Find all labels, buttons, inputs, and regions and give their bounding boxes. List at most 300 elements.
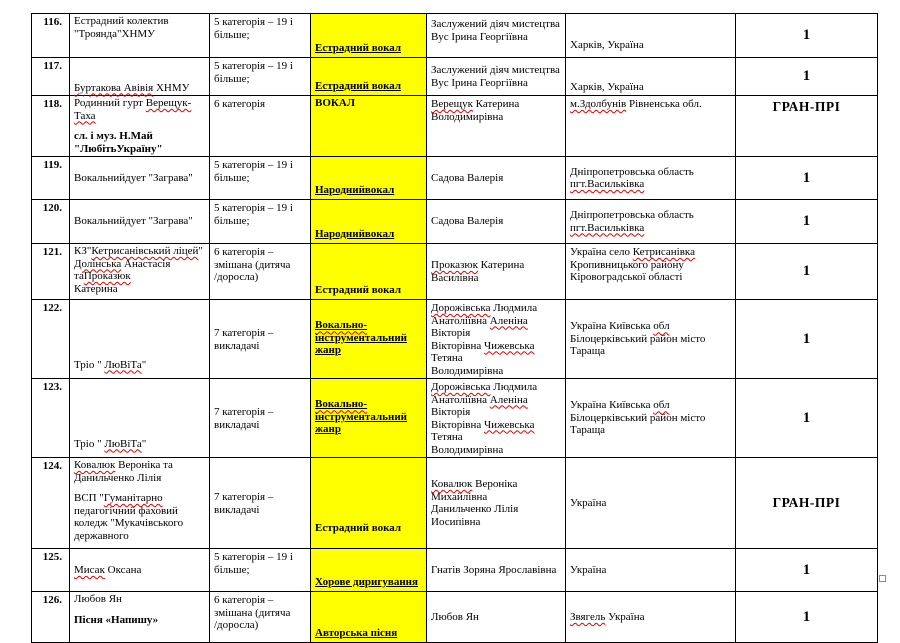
text-segment: Садова Валерія <box>431 171 504 184</box>
text-segment: Рівненська обл. <box>626 98 702 110</box>
cell-award: 1 <box>736 244 878 300</box>
cell-award: ГРАН-ПРІ <box>736 458 878 549</box>
text-segment: Данильченко Лілія Иосипівна <box>431 503 522 528</box>
text-segment: 6 категорія <box>214 98 266 110</box>
text-line <box>570 399 731 412</box>
text-line <box>214 594 306 607</box>
spellcheck-word: Чижевська <box>484 339 535 352</box>
cell-participant <box>70 200 210 244</box>
text-segment: Хорове диригування <box>315 575 418 588</box>
cell-category <box>210 157 311 200</box>
text-line <box>315 42 422 55</box>
text-line <box>315 411 422 424</box>
text-segment: 6 категорія – <box>214 246 274 258</box>
text-segment: Любов Ян <box>74 593 122 605</box>
cell-category <box>210 458 311 549</box>
cell-award: 1 <box>736 300 878 379</box>
spellcheck-word: пгт.Васильківка <box>570 178 645 190</box>
text-segment: Вікторія <box>431 393 531 418</box>
cell-number: 124. <box>32 458 70 549</box>
cell-participant <box>70 379 210 458</box>
text-segment: Білоцерківський район місто <box>570 332 706 345</box>
results-table <box>31 13 878 643</box>
spellcheck-word: ЛюВіТа <box>104 437 142 450</box>
text-segment: Народнийвокал <box>315 227 395 240</box>
cell-number: 116. <box>32 14 70 58</box>
text-segment: Дніпропетровська область <box>570 209 694 221</box>
cell-genre <box>311 458 427 549</box>
text-line <box>431 302 561 315</box>
text-segment <box>431 478 472 490</box>
text-segment <box>74 82 153 94</box>
text-line <box>570 166 731 179</box>
cell-number: 118. <box>32 96 70 157</box>
text-line <box>431 365 561 378</box>
text-segment: Оксана <box>104 563 142 576</box>
text-segment: Кіровоградської області <box>570 271 683 283</box>
table-row <box>32 244 878 300</box>
text-line <box>570 412 731 425</box>
cell-participant <box>70 157 210 200</box>
cell-genre <box>311 14 427 58</box>
text-segment: Данильченко Лілія <box>74 471 162 484</box>
text-segment: Володимирівна <box>431 110 504 123</box>
spellcheck-word: Ковалюк <box>74 459 116 471</box>
text-line <box>74 122 205 130</box>
text-segment: Харків, Україна <box>570 80 644 93</box>
spellcheck-word: Буртакова Авівія <box>74 81 154 94</box>
text-segment: ВОКАЛ <box>315 97 356 109</box>
text-segment: державного <box>74 529 129 542</box>
text-line <box>214 29 306 42</box>
text-segment: Україна Київська <box>570 399 654 412</box>
text-line <box>431 381 561 394</box>
text-segment <box>570 222 644 234</box>
text-line <box>315 319 422 332</box>
text-segment: Пісня «Напишу» <box>74 613 159 626</box>
table-row <box>32 592 878 643</box>
spellcheck-word: обл <box>653 399 670 412</box>
text-segment <box>484 340 534 352</box>
cell-award: 1 <box>736 592 878 643</box>
text-line <box>431 503 561 528</box>
cell-category <box>210 244 311 300</box>
cell-jury <box>427 244 566 300</box>
cell-category <box>210 58 311 96</box>
text-segment: Любов Ян <box>431 610 479 623</box>
text-line <box>570 271 731 284</box>
text-line <box>74 438 205 451</box>
text-line <box>214 73 306 86</box>
text-line <box>570 345 731 358</box>
text-line <box>214 619 306 632</box>
cell-location <box>566 244 736 300</box>
text-segment: Естрадний вокал <box>315 521 402 534</box>
text-line <box>214 215 306 228</box>
cell-award: ГРАН-ПРІ <box>736 96 878 157</box>
spellcheck-word: Проказюк <box>83 270 131 282</box>
text-segment: Тріо " <box>74 358 105 371</box>
text-line <box>74 245 205 258</box>
text-segment <box>74 459 115 471</box>
text-segment: Людмила <box>490 381 538 393</box>
text-line <box>570 178 731 191</box>
text-segment: Садова Валерія <box>431 215 504 228</box>
text-line <box>431 111 561 124</box>
text-segment: " <box>141 437 147 450</box>
text-segment: Україна село <box>570 246 633 258</box>
text-segment <box>570 611 605 623</box>
text-line <box>570 497 731 510</box>
cell-award: 1 <box>736 549 878 592</box>
spellcheck-word: Верещук <box>431 98 473 110</box>
text-segment: та <box>74 270 84 282</box>
text-segment: Катерина <box>74 282 118 295</box>
cell-genre <box>311 300 427 379</box>
text-line <box>74 258 205 271</box>
spellcheck-word: Мисак <box>74 563 105 576</box>
text-line <box>570 222 731 235</box>
text-line <box>315 627 422 640</box>
spellcheck-word: м.Здолбунів <box>570 98 627 110</box>
text-line <box>431 172 561 185</box>
text-segment: " <box>198 245 203 257</box>
cell-location <box>566 549 736 592</box>
text-segment: Народнийвокал <box>315 183 395 196</box>
cell-number: 122. <box>32 300 70 379</box>
text-line <box>74 270 205 283</box>
spellcheck-word: Верещук-Таха <box>74 97 192 122</box>
cell-number: 119. <box>32 157 70 200</box>
text-segment: педагогічний фаховий <box>74 504 178 517</box>
spellcheck-word: Гуманітарно <box>103 492 163 504</box>
text-line <box>74 130 205 143</box>
text-line <box>214 202 306 215</box>
text-line <box>74 505 205 518</box>
text-line <box>570 98 731 111</box>
cell-jury <box>427 14 566 58</box>
text-segment: Естрадний вокал <box>315 79 402 92</box>
text-line <box>431 64 561 77</box>
cell-location <box>566 14 736 58</box>
text-segment: Тараща <box>570 345 606 358</box>
cell-genre <box>311 244 427 300</box>
text-line <box>431 31 561 44</box>
cell-number: 123. <box>32 379 70 458</box>
text-segment: Катерина <box>472 98 520 110</box>
spellcheck-word: Аленіна <box>489 314 528 327</box>
text-line <box>74 215 205 228</box>
table-row <box>32 58 878 96</box>
text-line <box>315 576 422 589</box>
text-line <box>315 344 422 357</box>
text-segment: Заслужений діяч мистецтва <box>431 18 560 30</box>
text-line <box>431 340 561 365</box>
text-segment: Вус Ірина Георгіївна <box>431 76 528 89</box>
text-segment: ВСП " <box>74 492 104 504</box>
text-line <box>431 478 561 503</box>
text-line <box>315 332 422 345</box>
text-segment: 7 категорія – <box>214 491 274 503</box>
table-row <box>32 458 878 549</box>
cell-category <box>210 96 311 157</box>
text-segment <box>431 381 490 393</box>
text-line <box>570 259 731 272</box>
text-segment <box>490 394 528 406</box>
cell-location <box>566 58 736 96</box>
cell-location <box>566 458 736 549</box>
spellcheck-word: Ковалюк <box>431 478 473 490</box>
text-line <box>74 530 205 543</box>
cell-jury <box>427 592 566 643</box>
text-segment: 7 категорія – <box>214 406 274 418</box>
text-segment: Тетяна <box>431 418 538 443</box>
cell-category <box>210 379 311 458</box>
text-line <box>214 406 306 419</box>
text-line <box>74 614 205 627</box>
text-line <box>74 15 205 28</box>
text-segment <box>490 315 528 327</box>
cell-category <box>210 200 311 244</box>
text-line <box>315 284 422 297</box>
text-line <box>431 419 561 444</box>
text-line <box>570 333 731 346</box>
text-segment: Україна <box>605 610 645 623</box>
text-line <box>214 271 306 284</box>
text-line <box>431 444 561 457</box>
cell-number: 120. <box>32 200 70 244</box>
text-line <box>315 97 422 110</box>
cell-genre <box>311 549 427 592</box>
cell-award: 1 <box>736 14 878 58</box>
spellcheck-word: Вокально- <box>315 398 368 411</box>
text-segment: більше; <box>214 28 250 41</box>
text-segment: Тріо " <box>74 437 105 450</box>
text-line <box>570 209 731 222</box>
text-line <box>570 564 731 577</box>
text-line <box>214 172 306 185</box>
text-segment <box>431 259 478 271</box>
table-row <box>32 379 878 458</box>
text-segment: сл. і муз. Н.Май <box>74 130 153 142</box>
text-segment: Заслужений діяч мистецтва <box>431 64 560 76</box>
cell-jury <box>427 58 566 96</box>
cell-location <box>566 96 736 157</box>
cell-participant <box>70 58 210 96</box>
spellcheck-word: Проказюк <box>431 259 478 271</box>
text-line <box>315 80 422 93</box>
text-segment <box>74 564 105 576</box>
cell-jury <box>427 379 566 458</box>
text-segment: "Троянда"ХНМУ <box>74 27 155 40</box>
text-segment <box>570 98 626 110</box>
text-segment: /доросла) <box>214 271 259 283</box>
cell-jury <box>427 300 566 379</box>
text-segment: 5 категорія – 19 і <box>214 202 293 214</box>
text-line <box>431 77 561 90</box>
text-line <box>570 320 731 333</box>
text-line <box>214 246 306 259</box>
cell-award: 1 <box>736 58 878 96</box>
text-line <box>214 551 306 564</box>
text-line <box>74 593 205 606</box>
cell-award: 1 <box>736 200 878 244</box>
text-segment: Вероніка Михайлівна <box>431 478 521 503</box>
cell-jury <box>427 96 566 157</box>
spellcheck-word: Кетрисанівський ліцей <box>91 245 199 257</box>
text-segment: ХНМУ <box>153 81 190 94</box>
cell-location <box>566 592 736 643</box>
cell-award: 1 <box>736 379 878 458</box>
text-segment: Тараща <box>570 424 606 437</box>
cell-number: 126. <box>32 592 70 643</box>
cell-category <box>210 300 311 379</box>
cell-jury <box>427 157 566 200</box>
text-line <box>214 98 306 111</box>
text-line <box>74 359 205 372</box>
cell-location <box>566 379 736 458</box>
text-line <box>74 606 205 614</box>
text-line <box>570 246 731 259</box>
text-line <box>214 340 306 353</box>
text-line <box>431 98 561 111</box>
text-line <box>431 315 561 340</box>
text-segment: більше; <box>214 72 250 85</box>
text-line <box>214 419 306 432</box>
text-segment: Україна <box>570 563 607 576</box>
text-segment: Україна <box>570 496 607 509</box>
cell-participant <box>70 458 210 549</box>
text-line <box>570 424 731 437</box>
cell-number: 117. <box>32 58 70 96</box>
spellcheck-word: Долінська <box>74 257 122 270</box>
text-segment: Тетяна <box>431 339 538 364</box>
cell-category <box>210 549 311 592</box>
text-segment: Вокальнийдует "Заграва" <box>74 171 193 184</box>
text-segment: 5 категорія – 19 і <box>214 16 293 28</box>
text-line <box>214 491 306 504</box>
text-line <box>431 564 561 577</box>
text-line <box>74 459 205 472</box>
text-segment <box>633 246 695 258</box>
cell-genre <box>311 157 427 200</box>
text-segment: змішана (дитяча <box>214 258 291 271</box>
spellcheck-word: ЛюВіТа <box>104 358 142 371</box>
cell-jury <box>427 458 566 549</box>
text-segment: Кропивницького району <box>570 258 684 271</box>
text-line <box>74 172 205 185</box>
text-segment: викладачі <box>214 339 260 352</box>
spellcheck-word: Вокально- <box>315 319 368 332</box>
text-segment: Вокальнийдует "Заграва" <box>74 215 193 228</box>
text-line <box>214 60 306 73</box>
table-body <box>32 14 878 643</box>
text-segment: 5 категорія – 19 і <box>214 551 293 563</box>
text-segment: Людмила <box>490 302 538 314</box>
text-line <box>214 327 306 340</box>
table-row <box>32 200 878 244</box>
cell-number: 121. <box>32 244 70 300</box>
text-segment: інструментальний <box>315 331 407 344</box>
cell-genre <box>311 379 427 458</box>
text-segment: Анастасія <box>121 257 171 270</box>
text-line <box>74 283 205 296</box>
cell-participant <box>70 300 210 379</box>
cell-category <box>210 14 311 58</box>
text-segment: викладачі <box>214 418 260 431</box>
cell-participant <box>70 14 210 58</box>
text-line <box>570 611 731 624</box>
cell-participant <box>70 96 210 157</box>
text-segment <box>431 98 473 110</box>
text-segment: Родинний гурт <box>74 97 146 109</box>
text-segment <box>653 320 669 332</box>
cell-participant <box>70 244 210 300</box>
cell-location <box>566 157 736 200</box>
text-segment <box>653 399 669 411</box>
text-segment: Авторська пісня <box>315 626 398 639</box>
text-line <box>74 143 205 156</box>
text-segment: Білоцерківський район місто <box>570 411 706 424</box>
text-segment: Катерина Василівна <box>431 259 528 284</box>
text-segment: більше; <box>214 171 250 184</box>
text-line <box>214 259 306 272</box>
text-line <box>570 39 731 52</box>
text-segment <box>91 245 198 257</box>
text-line <box>74 484 205 492</box>
text-segment: "ЛюбітьУкраїну" <box>74 142 163 155</box>
table-row <box>32 157 878 200</box>
text-segment: коледж "Мукачівського <box>74 517 184 529</box>
text-line <box>74 82 205 95</box>
text-line <box>74 517 205 530</box>
text-segment: 5 категорія – 19 і <box>214 159 293 171</box>
text-segment: Гнатів Зоряна Ярославівна <box>431 563 557 576</box>
text-line <box>315 423 422 436</box>
text-segment <box>74 258 121 270</box>
text-segment: КЗ" <box>74 245 92 257</box>
text-segment: 7 категорія – <box>214 327 274 339</box>
spellcheck-word: Звягель <box>570 610 606 623</box>
text-segment: /доросла) <box>214 619 259 631</box>
cell-jury <box>427 549 566 592</box>
text-line <box>74 97 205 122</box>
text-line <box>315 228 422 241</box>
spellcheck-word: пгт.Васильківка <box>570 221 645 234</box>
text-segment <box>484 419 534 431</box>
cell-category <box>210 592 311 643</box>
text-line <box>74 564 205 577</box>
spellcheck-word: Дорожівська <box>431 381 491 393</box>
text-segment: Естрадний вокал <box>315 41 402 54</box>
text-line <box>431 394 561 419</box>
text-segment: Вікторівна <box>431 418 485 431</box>
text-line <box>431 259 561 284</box>
text-segment: Анатоліївна <box>431 393 490 406</box>
text-segment: Вікторівна <box>431 339 485 352</box>
text-line <box>315 398 422 411</box>
text-line <box>431 611 561 624</box>
text-segment <box>104 492 163 504</box>
cell-jury <box>427 200 566 244</box>
table-row <box>32 549 878 592</box>
text-segment: жанр <box>315 423 341 436</box>
table-resize-handle[interactable] <box>879 575 886 582</box>
table-row <box>32 96 878 157</box>
text-line <box>214 159 306 172</box>
text-segment: Дніпропетровська область <box>570 165 694 178</box>
spellcheck-word: Чижевська <box>484 418 535 431</box>
